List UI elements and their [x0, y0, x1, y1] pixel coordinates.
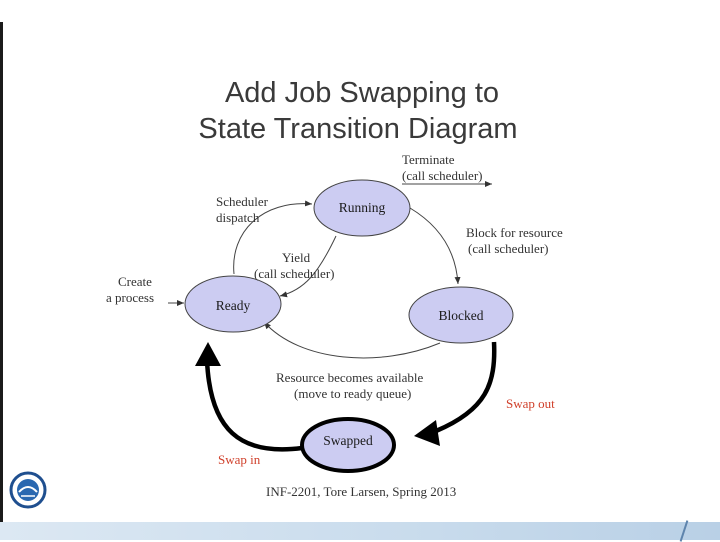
- slide-footer: INF-2201, Tore Larsen, Spring 2013: [266, 484, 457, 499]
- slide-bottom-band: [0, 522, 720, 540]
- swap-out-arrowhead: [414, 420, 440, 446]
- state-running-label: Running: [338, 200, 386, 215]
- terminate-call-label: (call scheduler): [402, 168, 483, 183]
- university-seal-icon: [8, 468, 48, 512]
- swap-out-arrow: [436, 342, 494, 431]
- block-resource-label: Block for resource: [466, 225, 563, 240]
- swap-in-arrowhead: [195, 342, 221, 366]
- slide-title-line-2: State Transition Diagram: [198, 113, 518, 145]
- swap-in-label: Swap in: [218, 452, 261, 467]
- state-swapped-label: Swapped: [323, 433, 373, 448]
- create-process-label: a process: [106, 290, 155, 305]
- scheduler-dispatch-label-1: Scheduler: [216, 194, 268, 209]
- yield-call-label: (call scheduler): [254, 266, 335, 281]
- state-ready-label: Ready: [215, 298, 251, 313]
- scheduler-dispatch-label-2: dispatch: [216, 210, 260, 225]
- swap-out-label: Swap out: [506, 396, 555, 411]
- state-blocked-label: Blocked: [438, 308, 484, 323]
- block-arrow: [410, 208, 458, 284]
- yield-label: Yield: [282, 250, 311, 265]
- create-label: Create: [118, 274, 152, 289]
- block-call-label: (call scheduler): [468, 241, 549, 256]
- resource-available-label: Resource becomes available: [276, 370, 424, 385]
- slide-title-line-1: Add Job Swapping to: [224, 77, 500, 109]
- ready-queue-label: (move to ready queue): [294, 386, 412, 401]
- terminate-label: Terminate: [402, 152, 455, 167]
